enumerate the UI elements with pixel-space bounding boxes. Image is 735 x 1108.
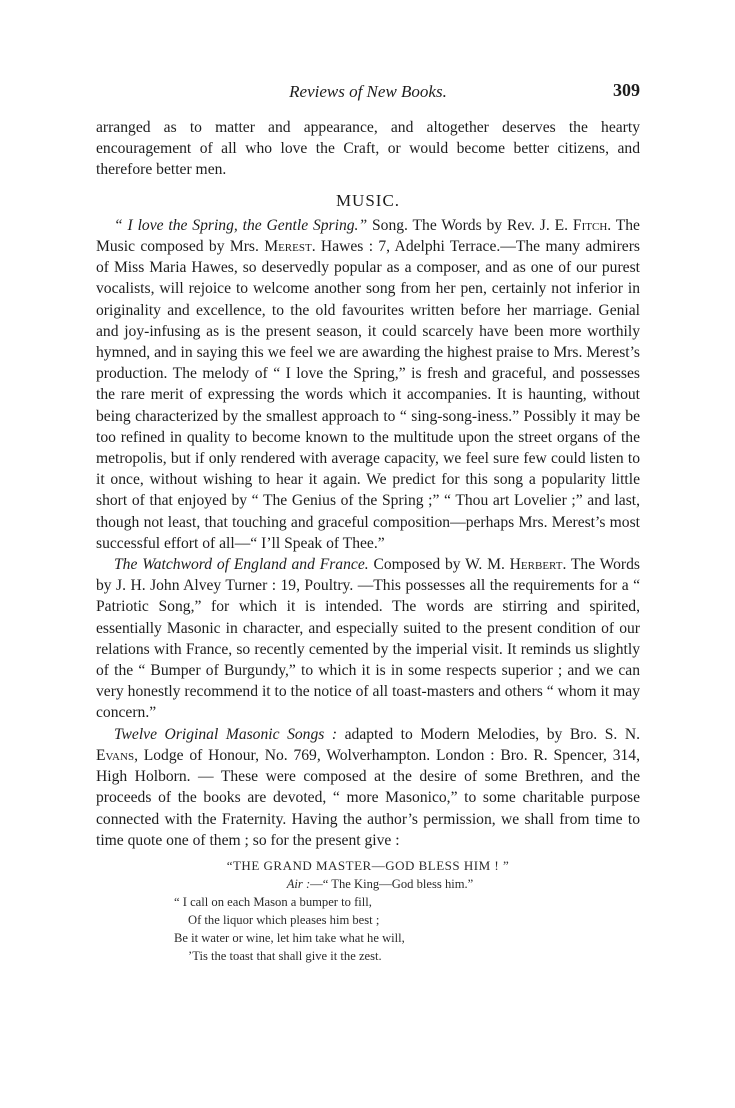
song-air — [120, 875, 640, 893]
review-text: Song. The Words by Rev. J. E. — [367, 216, 573, 234]
air-text: —“ The King—God bless him.” — [310, 876, 474, 891]
song-line: “ I call on each Mason a bumper to fill, — [174, 894, 372, 909]
review-text: Composed by W. M. — [368, 556, 510, 574]
song-excerpt — [96, 857, 640, 965]
continued-paragraph: arranged as to matter and appearance, and altogether deserves the hearty encouragement of all who love the Craft, or would become better citizens, and therefore better men. — [96, 119, 640, 179]
song-line: Be it water or wine, let him take what he will, — [174, 930, 405, 945]
review-title: The Watchword of England and France. — [114, 556, 369, 574]
page-number: 309 — [613, 80, 640, 100]
song-line: Of the liquor which pleases him best ; — [188, 912, 380, 927]
running-title: Reviews of New Books. — [289, 82, 447, 101]
review-text: adapted to Modern Melodies, by Bro. S. N. — [337, 725, 640, 743]
review-text: , Lodge of Honour, No. 769, Wolverhampton. London : Bro. R. Spencer, 314, High Holborn. — These were composed at the desire of some Brethren, and the proceeds of the books are devoted, “ more Masonico,” to some charitable purpose connected with the Fraternity. Having the author’s permission, we shall from time to time quote one of them ; so for the present give : — [96, 746, 640, 849]
page-body — [96, 117, 640, 965]
composer-name: Merest — [264, 238, 312, 256]
composer-name: Herbert — [509, 556, 563, 574]
author-name: Fitch — [572, 216, 608, 234]
review-watchword — [96, 554, 640, 724]
review-spring-song — [96, 215, 640, 554]
review-title: “ I love the Spring, the Gentle Spring.” — [114, 216, 368, 234]
review-text: . Hawes : 7, Adelphi Terrace.—The many admirers of Miss Maria Hawes, so deservedly popular as a composer, and as one of our purest vocalists, will rejoice to welcome another song from her pen, certainly not inferior in originality and excellence, to the old favourites written before her marriage. Genial and joy-infusing as is the present season, it could scarcely have been more worthily hymned, and in saying this we feel we are awarding the highest praise to Mrs. Merest’s production. The melody of “ I love the Spring,” is fresh and graceful, and possesses the rare merit of expressing the words which it accompanies. It is haunting, without being characterized by the smallest approach to “ sing-song-iness.” Possibly it may be too refined in quality to become known to the multitude upon the street organs of the metropolis, but if only rendered with average capacity, we feel sure few could listen to it once, without wishing to hear it again. We predict for this song a popularity little short of that enjoyed by “ The Genius of the Spring ;” “ Thou art Lovelier ;” and last, though not least, that touching and graceful composition—perhaps Mrs. Merest’s most successful effort of all—“ I’ll Speak of Thee.” — [96, 238, 640, 552]
author-name: Evans — [96, 746, 135, 764]
air-label: Air : — [286, 876, 311, 891]
song-line: ’Tis the toast that shall give it the zest. — [188, 948, 382, 963]
review-text: . The Music composed by Mrs. — [96, 216, 640, 256]
page-header — [96, 80, 640, 106]
song-title: “THE GRAND MASTER—GOD BLESS HIM ! ” — [226, 857, 510, 873]
review-masonic-songs — [96, 724, 640, 851]
section-heading: MUSIC. — [335, 190, 401, 210]
review-text: . The Words by J. H. John Alvey Turner : 19, Poultry. —This possesses all the requirements for a “ Patriotic Song,” for which it is intended. The words are stirring and spirited, essentially Masonic in character, and especially suited to the present condition of our relations with France, so recently cemented by the imperial visit. It reminds us slightly of the “ Bumper of Burgundy,” to which it is in some respects superior ; and we can very honestly recommend it to the notice of all toast-masters and others “ whom it may concern.” — [96, 556, 640, 722]
review-title: Twelve Original Masonic Songs : — [114, 725, 338, 743]
